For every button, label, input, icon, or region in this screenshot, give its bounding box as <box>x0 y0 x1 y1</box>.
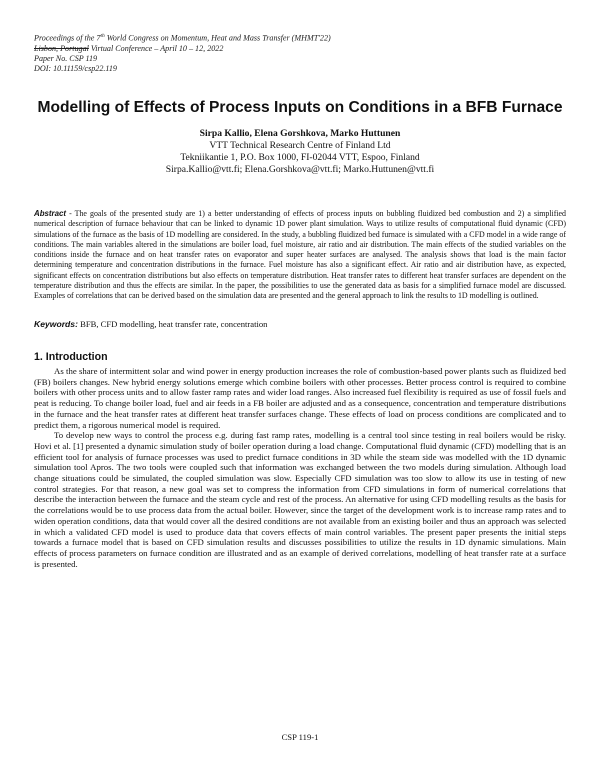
venue-struck: Lisbon, Portugal <box>34 43 89 53</box>
address: Tekniikantie 1, P.O. Box 1000, FI-02044 VTT, Espoo, Finland <box>180 152 420 164</box>
affiliation: VTT Technical Research Centre of Finland Ltd <box>209 140 391 152</box>
venue-line <box>34 44 574 54</box>
venue-date: Virtual Conference – April 10 – 12, 2022 <box>88 43 224 53</box>
proceedings-name: Proceedings of the 7 <box>34 33 101 43</box>
proceedings-superscript: th <box>100 33 105 39</box>
page-number: CSP 119-1 <box>281 732 319 742</box>
abstract <box>34 209 566 301</box>
author-block <box>0 128 600 176</box>
proceedings-header <box>34 31 574 75</box>
abstract-text: - The goals of the presented study are 1) a better understanding of effects of process inputs on bubbling fluidized bed combustion and 2) a simplified numerical description of furnace behaviour that can be linked to dynamic 1D power plant simulation. Ways to utilize results of computational fluid dynamic (CFD) simulations of the furnace as the basis of 1D modelling are considered. In the study, a bubbling fluidized bed furnace is simulated with a CFD model in a wide range of conditions. The main variables altered in the simulations are boiler load, fuel moisture, air ratio and air distribution. The main effects of the studied variables on the conditions inside the furnace and on heat transfer rates on evaporator and super heater surfaces are analysed. The analysis shows that load is the main factor determining temperature and concentration distributions in the furnace. Fuel moisture has also a significant effect. Air ratio and air distribution have, as expected, significant effects on concentration distributions but also effects on temperature distribution. Heat transfer rates to different heat transfer surfaces are dependent on the temperature distribution and thus the effects are similar. In the paper, the possibilities to use the generated data as basis for a simplified furnace model are discussed. Examples of correlations that can be derived based on the simulation data are presented and the general approach to link the results to 1D modelling is outlined. <box>34 209 566 300</box>
proceedings-name-rest: World Congress on Momentum, Heat and Mass Transfer (MHMT'22) <box>104 33 331 43</box>
emails: Sirpa.Kallio@vtt.fi; Elena.Gorshkova@vtt.fi; Marko.Huttunen@vtt.fi <box>165 164 435 176</box>
paragraph: As the share of intermittent solar and wind power in energy production increases the role of combustion-based power plants such as fluidized bed (FB) boilers changes. New hybrid energy solutions emerge which combine boilers with other processes. Better process control is required to combine boilers with other process units and to allow faster ramp rates and wider load ranges. Also increased fuel flexibility is required as use of fossil fuels and peat is reducing. To change boiler load, fuel and air feeds in a FB boiler are adjusted and as a consequence, concentration and temperature distributions in the furnace and the heat transfer rates at different heat transfer surfaces change. These effects of load on process conditions are complicated and to predict them, a rigorous numerical model is required. <box>34 366 566 430</box>
doi: DOI: 10.11159/csp22.119 <box>34 64 117 74</box>
paper-number: Paper No. CSP 119 <box>34 54 98 64</box>
paper-title: Modelling of Effects of Process Inputs on Conditions in a BFB Furnace <box>37 99 563 116</box>
section-heading: 1. Introduction <box>34 351 108 363</box>
abstract-label: Abstract <box>34 209 67 218</box>
paragraph: To develop new ways to control the process e.g. during fast ramp rates, modelling is a central tool since testing in real boilers would be risky. Hovi et al. [1] presented a dynamic simulation study of boiler operation during a load change. Computational fluid dynamic (CFD) modelling that is an efficient tool for analysis of furnace processes was used to predict furnace conditions in 3D while the steam side was modelled with the 1D dynamic simulation tool Apros. The two tools were coupled such that information was exchanged between the two models during simulation. Although load change situations could be simulated, the coupled simulation was slow. Especially CFD simulation was too slow to allow its use in testing of new control strategies. For that reason, a new goal was set to compress the information from CFD simulations in form of numerical correlations that describe the interaction between the furnace and the steam cycle and rest of the process. An alternative for using CFD modelling results as the basis for the correlations would be to use process data from the actual boiler. However, since the target of the development work is to increase ramp rates and to widen operation conditions, data that would cover all the desired conditions are not available from an existing boiler and thus an approach was selected in which a validated CFD model is used to produce data that covers effects of main control variables. The present paper presents the initial steps towards a furnace model that is based on CFD simulation results and discusses possibilities to utilize the results in 1D dynamic simulations. Main effects of process parameters on furnace condition are illustrated and as an example of derived correlations, modelling of heat transfer rate at a surface is presented. <box>34 430 566 569</box>
section-body <box>34 366 566 569</box>
keywords <box>34 319 566 329</box>
proceedings-line <box>34 31 574 44</box>
keywords-label: Keywords: <box>34 319 78 329</box>
author-names: Sirpa Kallio, Elena Gorshkova, Marko Huttunen <box>199 128 401 139</box>
keywords-text: BFB, CFD modelling, heat transfer rate, concentration <box>77 319 268 329</box>
